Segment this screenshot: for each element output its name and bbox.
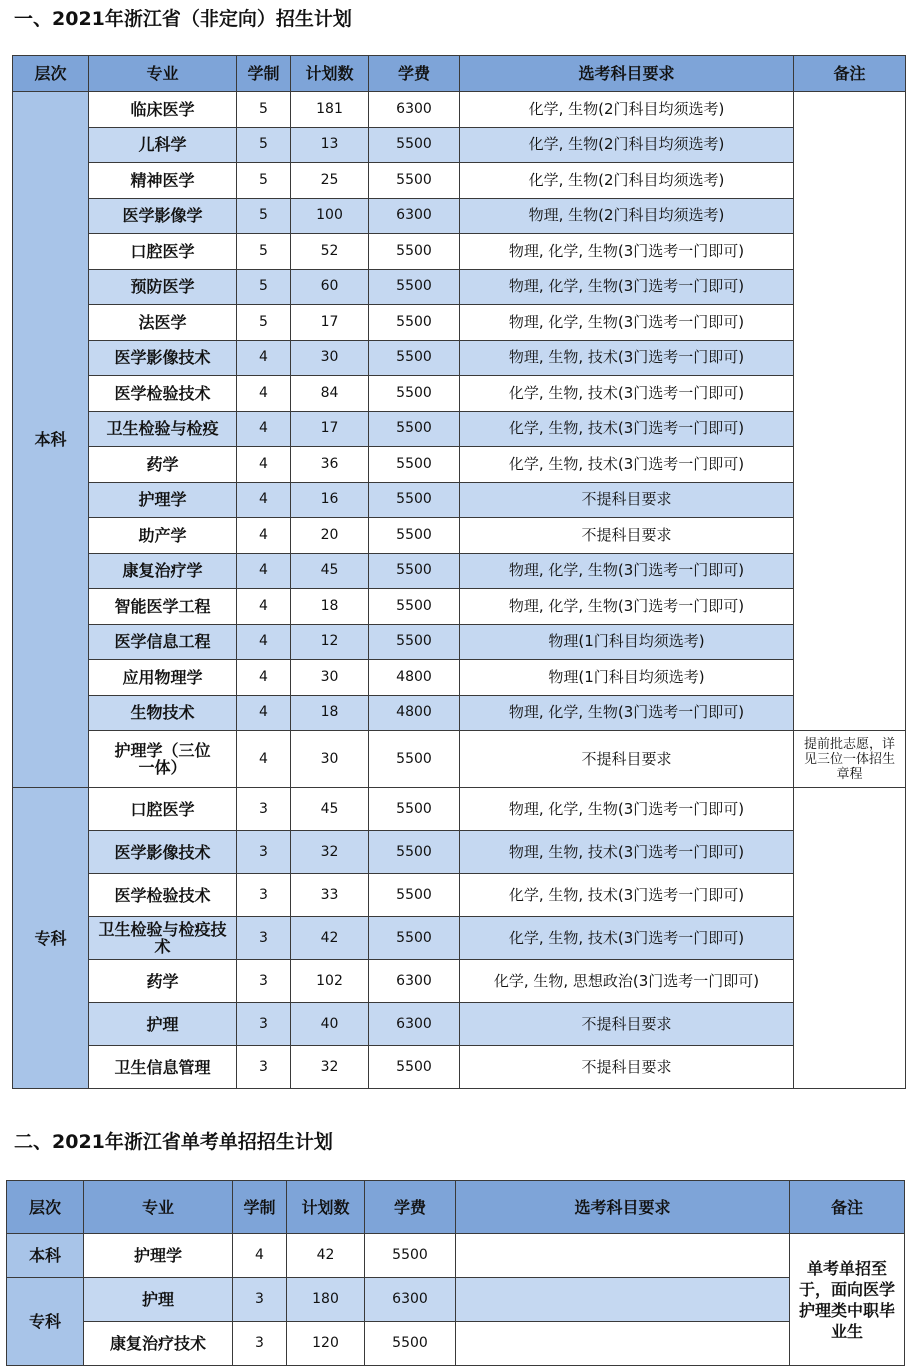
header-major: 专业	[89, 56, 237, 92]
fee-cell: 6300	[369, 960, 460, 1003]
fee-cell: 6300	[369, 92, 460, 128]
plan-cell: 30	[291, 731, 369, 788]
plan-cell: 120	[287, 1322, 365, 1366]
subjects-cell: 化学, 生物(2门科目均须选考)	[460, 127, 794, 163]
years-cell: 4	[237, 589, 291, 625]
major-cell: 护理	[84, 1278, 233, 1322]
major-cell: 预防医学	[89, 269, 237, 305]
years-cell: 4	[237, 518, 291, 554]
note-cell: 单考单招至于，面向医学护理类中职毕业生	[790, 1234, 905, 1366]
subjects-cell: 物理, 生物(2门科目均须选考)	[460, 198, 794, 234]
plan-cell: 42	[287, 1234, 365, 1278]
years-cell: 4	[233, 1234, 287, 1278]
subjects-cell: 化学, 生物, 技术(3门选考一门即可)	[460, 917, 794, 960]
major-cell: 法医学	[89, 305, 237, 341]
note-cell-empty	[794, 788, 906, 1089]
major-cell: 医学影像技术	[89, 340, 237, 376]
subjects-cell: 物理, 化学, 生物(3门选考一门即可)	[460, 589, 794, 625]
plan-cell: 40	[291, 1003, 369, 1046]
major-cell: 药学	[89, 447, 237, 483]
years-cell: 4	[237, 340, 291, 376]
years-cell: 4	[237, 411, 291, 447]
note-cell-empty	[794, 92, 906, 731]
fee-cell: 5500	[369, 518, 460, 554]
header-fee: 学费	[369, 56, 460, 92]
subjects-cell: 物理, 生物, 技术(3门选考一门即可)	[460, 340, 794, 376]
major-cell: 应用物理学	[89, 660, 237, 696]
level-undergraduate: 本科	[13, 92, 89, 788]
subjects-cell: 物理, 化学, 生物(3门选考一门即可)	[460, 234, 794, 270]
header-fee: 学费	[365, 1181, 456, 1234]
subjects-cell: 化学, 生物, 思想政治(3门选考一门即可)	[460, 960, 794, 1003]
subjects-cell: 化学, 生物, 技术(3门选考一门即可)	[460, 874, 794, 917]
years-cell: 5	[237, 269, 291, 305]
subjects-cell: 不提科目要求	[460, 1046, 794, 1089]
subjects-cell: 不提科目要求	[460, 482, 794, 518]
subjects-cell: 不提科目要求	[460, 1003, 794, 1046]
plan-cell: 102	[291, 960, 369, 1003]
header-note: 备注	[794, 56, 906, 92]
fee-cell: 5500	[365, 1322, 456, 1366]
years-cell: 3	[237, 1046, 291, 1089]
fee-cell: 5500	[369, 917, 460, 960]
plan-cell: 32	[291, 1046, 369, 1089]
major-cell: 医学检验技术	[89, 376, 237, 412]
subjects-cell: 物理(1门科目均须选考)	[460, 624, 794, 660]
plan-cell: 25	[291, 163, 369, 199]
fee-cell: 6300	[365, 1278, 456, 1322]
plan-cell: 180	[287, 1278, 365, 1322]
major-cell: 精神医学	[89, 163, 237, 199]
fee-cell: 6300	[369, 1003, 460, 1046]
plan-cell: 36	[291, 447, 369, 483]
fee-cell: 5500	[369, 731, 460, 788]
subjects-cell: 不提科目要求	[460, 518, 794, 554]
years-cell: 5	[237, 198, 291, 234]
major-cell: 护理	[89, 1003, 237, 1046]
fee-cell: 5500	[369, 1046, 460, 1089]
years-cell: 3	[237, 831, 291, 874]
subjects-cell: 化学, 生物(2门科目均须选考)	[460, 163, 794, 199]
single-exam-plan-table	[6, 1180, 905, 1366]
fee-cell: 5500	[369, 163, 460, 199]
plan-cell: 32	[291, 831, 369, 874]
major-cell: 智能医学工程	[89, 589, 237, 625]
years-cell: 3	[233, 1278, 287, 1322]
major-cell: 医学影像学	[89, 198, 237, 234]
years-cell: 3	[237, 788, 291, 831]
fee-cell: 4800	[369, 695, 460, 731]
subjects-cell: 化学, 生物, 技术(3门选考一门即可)	[460, 376, 794, 412]
fee-cell: 5500	[369, 376, 460, 412]
plan-cell: 52	[291, 234, 369, 270]
header-plan: 计划数	[287, 1181, 365, 1234]
major-cell: 卫生检验与检疫技术	[89, 917, 237, 960]
plan-cell: 30	[291, 660, 369, 696]
major-cell: 医学检验技术	[89, 874, 237, 917]
fee-cell: 5500	[369, 589, 460, 625]
major-cell: 口腔医学	[89, 788, 237, 831]
major-cell: 口腔医学	[89, 234, 237, 270]
years-cell: 4	[237, 447, 291, 483]
years-cell: 3	[237, 917, 291, 960]
fee-cell: 5500	[369, 874, 460, 917]
fee-cell: 5500	[369, 447, 460, 483]
level-junior-college: 专科	[7, 1278, 84, 1366]
years-cell: 5	[237, 163, 291, 199]
subjects-cell	[456, 1278, 790, 1322]
major-cell: 临床医学	[89, 92, 237, 128]
subjects-cell	[456, 1234, 790, 1278]
plan-cell: 60	[291, 269, 369, 305]
major-cell: 生物技术	[89, 695, 237, 731]
level-undergraduate: 本科	[7, 1234, 84, 1278]
section1-heading: 一、2021年浙江省（非定向）招生计划	[14, 8, 352, 30]
years-cell: 5	[237, 305, 291, 341]
subjects-cell: 物理, 化学, 生物(3门选考一门即可)	[460, 305, 794, 341]
plan-cell: 20	[291, 518, 369, 554]
subjects-cell: 化学, 生物, 技术(3门选考一门即可)	[460, 411, 794, 447]
plan-cell: 12	[291, 624, 369, 660]
major-cell: 药学	[89, 960, 237, 1003]
major-cell: 助产学	[89, 518, 237, 554]
plan-cell: 17	[291, 305, 369, 341]
header-plan: 计划数	[291, 56, 369, 92]
years-cell: 3	[237, 874, 291, 917]
years-cell: 4	[237, 553, 291, 589]
major-cell: 医学信息工程	[89, 624, 237, 660]
years-cell: 3	[233, 1322, 287, 1366]
plan-cell: 45	[291, 553, 369, 589]
subjects-cell: 物理, 化学, 生物(3门选考一门即可)	[460, 695, 794, 731]
level-junior-college: 专科	[13, 788, 89, 1089]
header-years: 学制	[237, 56, 291, 92]
fee-cell: 5500	[369, 234, 460, 270]
fee-cell: 5500	[365, 1234, 456, 1278]
subjects-cell: 化学, 生物, 技术(3门选考一门即可)	[460, 447, 794, 483]
years-cell: 5	[237, 92, 291, 128]
subjects-cell: 物理, 化学, 生物(3门选考一门即可)	[460, 788, 794, 831]
major-cell: 护理学	[89, 482, 237, 518]
major-cell: 儿科学	[89, 127, 237, 163]
major-cell: 护理学（三位一体）	[89, 731, 237, 788]
plan-cell: 33	[291, 874, 369, 917]
fee-cell: 5500	[369, 482, 460, 518]
plan-cell: 30	[291, 340, 369, 376]
subjects-cell: 物理(1门科目均须选考)	[460, 660, 794, 696]
header-years: 学制	[233, 1181, 287, 1234]
major-cell: 康复治疗学	[89, 553, 237, 589]
fee-cell: 5500	[369, 269, 460, 305]
years-cell: 4	[237, 695, 291, 731]
subjects-cell: 物理, 生物, 技术(3门选考一门即可)	[460, 831, 794, 874]
major-cell: 卫生信息管理	[89, 1046, 237, 1089]
fee-cell: 6300	[369, 198, 460, 234]
header-level: 层次	[7, 1181, 84, 1234]
fee-cell: 5500	[369, 788, 460, 831]
years-cell: 3	[237, 960, 291, 1003]
subjects-cell: 物理, 化学, 生物(3门选考一门即可)	[460, 269, 794, 305]
plan-cell: 18	[291, 589, 369, 625]
fee-cell: 5500	[369, 624, 460, 660]
fee-cell: 5500	[369, 305, 460, 341]
fee-cell: 5500	[369, 553, 460, 589]
plan-cell: 18	[291, 695, 369, 731]
header-level: 层次	[13, 56, 89, 92]
fee-cell: 5500	[369, 411, 460, 447]
years-cell: 4	[237, 731, 291, 788]
plan-cell: 100	[291, 198, 369, 234]
plan-cell: 17	[291, 411, 369, 447]
header-major: 专业	[84, 1181, 233, 1234]
fee-cell: 5500	[369, 340, 460, 376]
fee-cell: 5500	[369, 127, 460, 163]
plan-cell: 16	[291, 482, 369, 518]
major-cell: 康复治疗技术	[84, 1322, 233, 1366]
plan-cell: 181	[291, 92, 369, 128]
years-cell: 4	[237, 376, 291, 412]
major-cell: 卫生检验与检疫	[89, 411, 237, 447]
major-cell: 医学影像技术	[89, 831, 237, 874]
years-cell: 4	[237, 482, 291, 518]
years-cell: 4	[237, 660, 291, 696]
subjects-cell: 化学, 生物(2门科目均须选考)	[460, 92, 794, 128]
header-note: 备注	[790, 1181, 905, 1234]
enrollment-plan-table	[12, 55, 906, 1089]
years-cell: 4	[237, 624, 291, 660]
fee-cell: 5500	[369, 831, 460, 874]
subjects-cell	[456, 1322, 790, 1366]
years-cell: 5	[237, 127, 291, 163]
plan-cell: 13	[291, 127, 369, 163]
fee-cell: 4800	[369, 660, 460, 696]
header-subjects: 选考科目要求	[456, 1181, 790, 1234]
years-cell: 3	[237, 1003, 291, 1046]
years-cell: 5	[237, 234, 291, 270]
plan-cell: 84	[291, 376, 369, 412]
plan-cell: 42	[291, 917, 369, 960]
note-cell: 提前批志愿，详见三位一体招生章程	[794, 731, 906, 788]
subjects-cell: 不提科目要求	[460, 731, 794, 788]
subjects-cell: 物理, 化学, 生物(3门选考一门即可)	[460, 553, 794, 589]
plan-cell: 45	[291, 788, 369, 831]
section2-heading: 二、2021年浙江省单考单招招生计划	[14, 1131, 333, 1153]
header-subjects: 选考科目要求	[460, 56, 794, 92]
major-cell: 护理学	[84, 1234, 233, 1278]
